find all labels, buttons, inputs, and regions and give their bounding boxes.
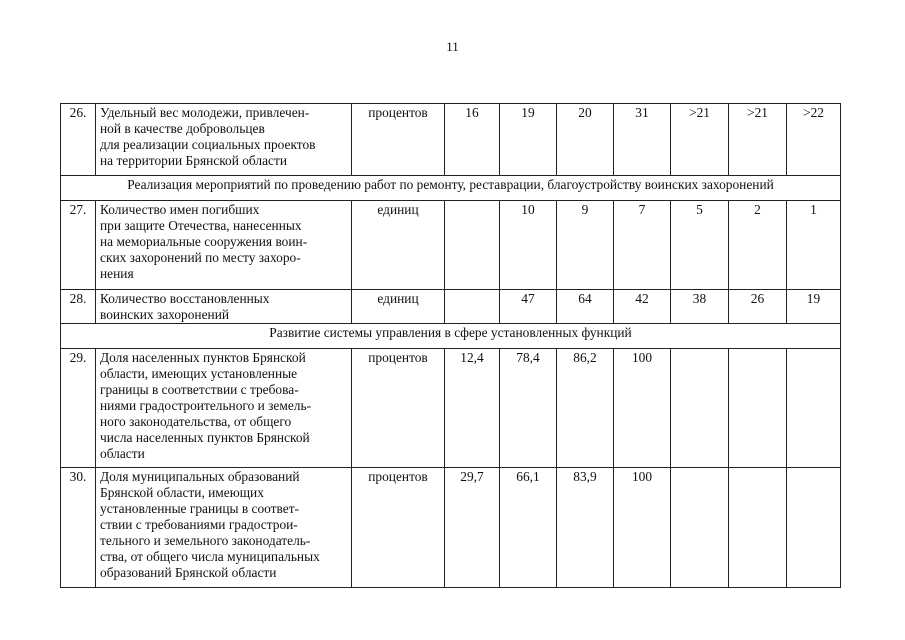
row-number: 28. bbox=[61, 290, 96, 324]
page-number: 11 bbox=[446, 39, 459, 54]
description-line: тельного и земельного законодатель- bbox=[100, 533, 311, 548]
value-cell: 66,1 bbox=[500, 468, 557, 588]
value-cell: 16 bbox=[445, 104, 500, 176]
value-cell bbox=[729, 349, 787, 468]
value-cell: 64 bbox=[557, 290, 614, 324]
unit-cell: процентов bbox=[352, 468, 445, 588]
value-cell: 86,2 bbox=[557, 349, 614, 468]
table-row bbox=[61, 201, 841, 290]
indicators-table bbox=[60, 103, 841, 588]
description-line: для реализации социальных проектов bbox=[100, 137, 316, 152]
value-cell: 10 bbox=[500, 201, 557, 290]
value-cell: 38 bbox=[671, 290, 729, 324]
indicator-description bbox=[96, 468, 352, 588]
value-cell: 9 bbox=[557, 201, 614, 290]
value-cell bbox=[729, 468, 787, 588]
section-row bbox=[61, 324, 841, 349]
description-line: установленные границы в соответ- bbox=[100, 501, 300, 516]
value-cell bbox=[787, 349, 841, 468]
description-line: Доля населенных пунктов Брянской bbox=[100, 350, 306, 365]
description-line: Брянской области, имеющих bbox=[100, 485, 264, 500]
description-line: области, имеющих установленные bbox=[100, 366, 298, 381]
unit-cell: единиц bbox=[352, 290, 445, 324]
value-cell: >21 bbox=[671, 104, 729, 176]
row-number: 26. bbox=[61, 104, 96, 176]
description-line: числа населенных пунктов Брянской bbox=[100, 430, 310, 445]
value-cell bbox=[787, 468, 841, 588]
description-line: при защите Отечества, нанесенных bbox=[100, 218, 302, 233]
table-row bbox=[61, 349, 841, 468]
value-cell: 29,7 bbox=[445, 468, 500, 588]
value-cell: 42 bbox=[614, 290, 671, 324]
description-line: ских захоронений по месту захоро- bbox=[100, 250, 301, 265]
value-cell: 20 bbox=[557, 104, 614, 176]
description-line: на мемориальные сооружения воин- bbox=[100, 234, 308, 249]
description-line: Количество восстановленных bbox=[100, 291, 270, 306]
value-cell: 31 bbox=[614, 104, 671, 176]
value-cell: 26 bbox=[729, 290, 787, 324]
description-line: ства, от общего числа муниципальных bbox=[100, 549, 320, 564]
value-cell: 1 bbox=[787, 201, 841, 290]
value-cell: 2 bbox=[729, 201, 787, 290]
value-cell bbox=[445, 201, 500, 290]
section-heading: Реализация мероприятий по проведению работ по ремонту, реставрации, благоустройству воинских захоронений bbox=[61, 176, 841, 201]
value-cell: 19 bbox=[787, 290, 841, 324]
description-line: ного законодательства, от общего bbox=[100, 414, 292, 429]
indicator-description bbox=[96, 290, 352, 324]
value-cell: 78,4 bbox=[500, 349, 557, 468]
row-number: 27. bbox=[61, 201, 96, 290]
section-heading: Развитие системы управления в сфере установленных функций bbox=[61, 324, 841, 349]
value-cell: 19 bbox=[500, 104, 557, 176]
value-cell: 7 bbox=[614, 201, 671, 290]
value-cell: 47 bbox=[500, 290, 557, 324]
indicator-description bbox=[96, 201, 352, 290]
table-row bbox=[61, 468, 841, 588]
description-line: границы в соответствии с требова- bbox=[100, 382, 299, 397]
description-line: ствии с требованиями градострои- bbox=[100, 517, 298, 532]
value-cell: >21 bbox=[729, 104, 787, 176]
value-cell bbox=[671, 468, 729, 588]
description-line: воинских захоронений bbox=[100, 307, 230, 322]
description-line: Доля муниципальных образований bbox=[100, 469, 300, 484]
value-cell: 100 bbox=[614, 349, 671, 468]
section-row bbox=[61, 176, 841, 201]
value-cell bbox=[671, 349, 729, 468]
description-line: на территории Брянской области bbox=[100, 153, 288, 168]
description-line: образований Брянской области bbox=[100, 565, 277, 580]
value-cell: 5 bbox=[671, 201, 729, 290]
description-line: ниями градостроительного и земель- bbox=[100, 398, 312, 413]
description-line: области bbox=[100, 446, 145, 461]
row-number: 30. bbox=[61, 468, 96, 588]
description-line: нения bbox=[100, 266, 134, 281]
description-line: Удельный вес молодежи, привлечен- bbox=[100, 105, 310, 120]
value-cell: 12,4 bbox=[445, 349, 500, 468]
table-body bbox=[61, 104, 841, 588]
value-cell: >22 bbox=[787, 104, 841, 176]
indicator-description bbox=[96, 104, 352, 176]
unit-cell: процентов bbox=[352, 349, 445, 468]
description-line: Количество имен погибших bbox=[100, 202, 260, 217]
table-row bbox=[61, 104, 841, 176]
value-cell bbox=[445, 290, 500, 324]
indicator-description bbox=[96, 349, 352, 468]
row-number: 29. bbox=[61, 349, 96, 468]
description-line: ной в качестве добровольцев bbox=[100, 121, 265, 136]
table-row bbox=[61, 290, 841, 324]
value-cell: 83,9 bbox=[557, 468, 614, 588]
unit-cell: единиц bbox=[352, 201, 445, 290]
unit-cell: процентов bbox=[352, 104, 445, 176]
value-cell: 100 bbox=[614, 468, 671, 588]
